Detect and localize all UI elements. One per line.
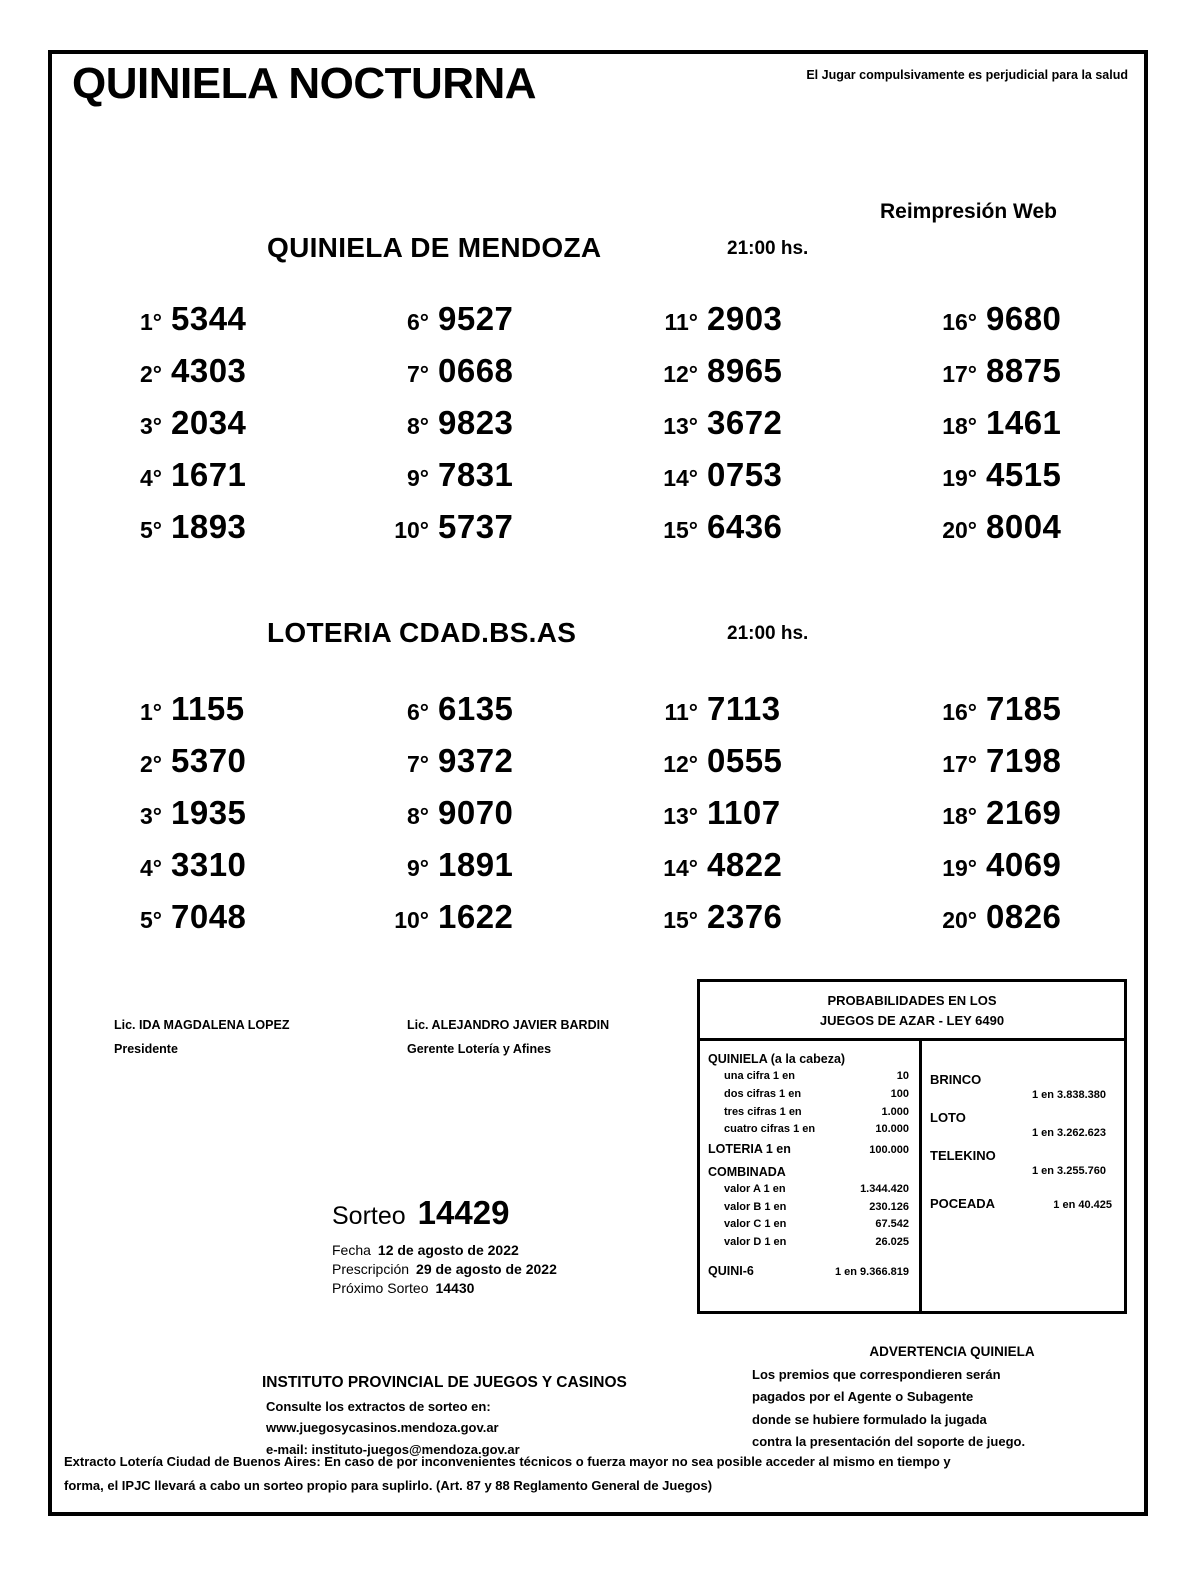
signature-president bbox=[114, 1014, 289, 1062]
result-position: 5° bbox=[140, 907, 162, 933]
result-number: 1155 bbox=[171, 690, 245, 727]
result-position: 6° bbox=[407, 699, 429, 725]
footer-line-2: forma, el IPJC llevará a cabo un sorteo propio para suplirlo. (Art. 87 y 88 Reglamento General de Juegos) bbox=[64, 1478, 713, 1494]
page-title: QUINIELA NOCTURNA bbox=[72, 59, 537, 108]
footer-line-1: Extracto Lotería Ciudad de Buenos Aires: En caso de por inconvenientes técnicos o fuerza mayor no sea posible acceder al mismo en tiempo y bbox=[64, 1454, 951, 1469]
result-position: 7° bbox=[407, 751, 429, 777]
gambling-warning-text: El Jugar compulsivamente es perjudicial para la salud bbox=[806, 68, 1128, 82]
result-row bbox=[325, 794, 598, 846]
probability-row bbox=[708, 1086, 913, 1104]
probability-label: valor A 1 en bbox=[724, 1182, 786, 1195]
result-position: 6° bbox=[407, 309, 429, 335]
result-number: 1671 bbox=[171, 456, 247, 493]
result-number: 2034 bbox=[171, 404, 247, 441]
probability-value: 230.126 bbox=[869, 1200, 909, 1213]
result-row bbox=[598, 300, 871, 352]
sorteo-info bbox=[332, 1194, 557, 1299]
instituto-block bbox=[262, 1374, 627, 1460]
result-position: 19° bbox=[942, 855, 977, 881]
probability-row bbox=[708, 1199, 913, 1217]
sorteo-label: Sorteo bbox=[332, 1202, 406, 1230]
result-row bbox=[871, 690, 1144, 742]
advertencia-line: contra la presentación del soporte de juego. bbox=[752, 1434, 1026, 1450]
sorteo-prescripcion-label: Prescripción bbox=[332, 1261, 410, 1277]
result-position: 10° bbox=[394, 907, 429, 933]
instituto-title: INSTITUTO PROVINCIAL DE JUEGOS Y CASINOS bbox=[262, 1374, 627, 1391]
loteria-probability-row bbox=[708, 1139, 913, 1160]
game-name: TELEKINO bbox=[930, 1148, 996, 1164]
probability-value: 1.344.420 bbox=[860, 1182, 909, 1195]
result-number: 1891 bbox=[438, 846, 514, 883]
result-number: 9680 bbox=[986, 300, 1062, 337]
probability-row bbox=[708, 1068, 913, 1086]
signature-manager bbox=[407, 1014, 609, 1062]
result-row bbox=[598, 846, 871, 898]
probability-row bbox=[708, 1104, 913, 1122]
quiniela-group-label: QUINIELA (a la cabeza) bbox=[708, 1052, 846, 1066]
result-position: 4° bbox=[140, 465, 162, 491]
probability-value: 10 bbox=[896, 1070, 909, 1082]
footer-disclaimer bbox=[64, 1450, 1132, 1498]
signature-role: Gerente Lotería y Afines bbox=[407, 1041, 552, 1056]
result-position: 12° bbox=[663, 361, 698, 387]
result-number: 7113 bbox=[707, 690, 781, 727]
section-title-bsas: LOTERIA CDAD.BS.AS bbox=[267, 617, 577, 648]
result-row bbox=[52, 352, 325, 404]
probability-value: 10.000 bbox=[875, 1123, 909, 1136]
game-probability-brinco bbox=[930, 1073, 1116, 1102]
result-number: 1893 bbox=[171, 508, 247, 545]
result-row bbox=[871, 352, 1144, 404]
result-row bbox=[871, 846, 1144, 898]
game-odds: 1 en 3.255.760 bbox=[1031, 1165, 1106, 1178]
result-number: 6436 bbox=[707, 508, 783, 545]
result-position: 2° bbox=[140, 361, 162, 387]
result-number: 5737 bbox=[438, 508, 514, 545]
result-number: 8004 bbox=[986, 508, 1062, 545]
result-number: 9823 bbox=[438, 404, 514, 441]
result-number: 4822 bbox=[707, 846, 783, 883]
result-position: 3° bbox=[140, 413, 162, 439]
result-position: 20° bbox=[942, 907, 977, 933]
instituto-line: Consulte los extractos de sorteo en: bbox=[266, 1399, 491, 1414]
advertencia-line: Los premios que correspondieren serán bbox=[752, 1367, 1001, 1382]
result-row bbox=[871, 508, 1144, 560]
game-name: BRINCO bbox=[930, 1072, 982, 1087]
result-position: 15° bbox=[663, 907, 698, 933]
result-row bbox=[598, 690, 871, 742]
probabilities-left-column bbox=[700, 1041, 922, 1311]
probability-row bbox=[708, 1181, 913, 1199]
result-number: 7185 bbox=[986, 690, 1062, 727]
probability-value: 100 bbox=[890, 1087, 909, 1100]
result-row bbox=[871, 742, 1144, 794]
result-position: 16° bbox=[942, 699, 977, 725]
sorteo-heading bbox=[332, 1194, 557, 1232]
result-number: 3672 bbox=[707, 404, 783, 441]
quini6-value: 1 en 9.366.819 bbox=[834, 1266, 909, 1279]
result-row bbox=[325, 846, 598, 898]
signature-role: Presidente bbox=[114, 1041, 178, 1056]
results-grid-bsas bbox=[52, 690, 1144, 950]
section-header-bsas bbox=[52, 617, 1144, 663]
result-position: 14° bbox=[663, 465, 698, 491]
result-row bbox=[52, 742, 325, 794]
result-number: 5370 bbox=[171, 742, 247, 779]
result-number: 2903 bbox=[707, 300, 783, 337]
result-row bbox=[871, 456, 1144, 508]
results-column bbox=[598, 690, 871, 950]
probability-row bbox=[708, 1121, 913, 1139]
result-number: 0826 bbox=[986, 898, 1062, 935]
results-column bbox=[52, 300, 325, 560]
result-row bbox=[52, 898, 325, 950]
game-name: LOTO bbox=[930, 1110, 966, 1126]
result-row bbox=[871, 404, 1144, 456]
result-position: 14° bbox=[663, 855, 698, 881]
probability-row bbox=[708, 1234, 913, 1252]
probability-value: 67.542 bbox=[875, 1218, 909, 1231]
result-position: 20° bbox=[942, 517, 977, 543]
result-row bbox=[52, 404, 325, 456]
result-position: 11° bbox=[664, 699, 698, 725]
probabilities-title-line2: JUEGOS DE AZAR - LEY 6490 bbox=[819, 1012, 1005, 1028]
result-position: 10° bbox=[394, 517, 429, 543]
result-number: 0753 bbox=[707, 456, 783, 493]
result-number: 1935 bbox=[171, 794, 247, 831]
probability-label: cuatro cifras 1 en bbox=[724, 1123, 816, 1136]
result-position: 9° bbox=[407, 465, 429, 491]
result-number: 1107 bbox=[707, 794, 781, 831]
result-number: 2169 bbox=[986, 794, 1062, 831]
result-position: 4° bbox=[140, 855, 162, 881]
probability-label: valor D 1 en bbox=[724, 1236, 787, 1249]
section-time-bsas: 21:00 hs. bbox=[727, 623, 809, 644]
reprint-badge: Reimpresión Web bbox=[880, 200, 1057, 223]
results-column bbox=[871, 690, 1144, 950]
result-position: 9° bbox=[407, 855, 429, 881]
results-column bbox=[52, 690, 325, 950]
probability-label: dos cifras 1 en bbox=[724, 1087, 802, 1100]
result-position: 1° bbox=[140, 699, 162, 725]
result-row bbox=[325, 742, 598, 794]
results-column bbox=[871, 300, 1144, 560]
result-position: 2° bbox=[140, 751, 162, 777]
probabilities-right-column bbox=[922, 1041, 1124, 1311]
result-number: 5344 bbox=[171, 300, 247, 337]
result-position: 18° bbox=[942, 803, 977, 829]
loteria-label: LOTERIA 1 en bbox=[708, 1142, 791, 1157]
result-row bbox=[871, 300, 1144, 352]
sorteo-number: 14429 bbox=[417, 1194, 510, 1231]
advertencia-title: ADVERTENCIA QUINIELA bbox=[869, 1344, 1035, 1359]
result-row bbox=[52, 300, 325, 352]
result-number: 9372 bbox=[438, 742, 514, 779]
signature-name: Lic. IDA MAGDALENA LOPEZ bbox=[114, 1018, 290, 1032]
result-row bbox=[598, 794, 871, 846]
probabilities-title-line1: PROBABILIDADES EN LOS bbox=[827, 993, 997, 1008]
sorteo-prescripcion-value: 29 de agosto de 2022 bbox=[416, 1261, 557, 1277]
results-column bbox=[325, 300, 598, 560]
quini6-label: QUINI-6 bbox=[708, 1264, 754, 1279]
result-position: 5° bbox=[140, 517, 162, 543]
result-number: 7831 bbox=[438, 456, 514, 493]
result-row bbox=[598, 404, 871, 456]
results-column bbox=[598, 300, 871, 560]
result-row bbox=[325, 898, 598, 950]
sorteo-proximo-label: Próximo Sorteo bbox=[332, 1280, 429, 1296]
probability-value: 1.000 bbox=[881, 1105, 909, 1118]
probabilities-body bbox=[700, 1041, 1124, 1311]
result-row bbox=[871, 898, 1144, 950]
result-number: 7048 bbox=[171, 898, 247, 935]
section-header-mendoza bbox=[52, 200, 1144, 278]
combinada-group-label: COMBINADA bbox=[708, 1164, 786, 1179]
probability-row bbox=[708, 1216, 913, 1234]
probability-label: tres cifras 1 en bbox=[724, 1105, 802, 1118]
section-title-mendoza: QUINIELA DE MENDOZA bbox=[267, 232, 602, 263]
result-number: 4069 bbox=[986, 846, 1062, 883]
probability-label: valor B 1 en bbox=[724, 1200, 787, 1213]
section-time-mendoza: 21:00 hs. bbox=[727, 238, 809, 259]
result-position: 16° bbox=[942, 309, 977, 335]
probabilities-box bbox=[697, 979, 1127, 1314]
result-position: 15° bbox=[663, 517, 698, 543]
result-row bbox=[598, 456, 871, 508]
game-odds: 1 en 3.262.623 bbox=[1031, 1127, 1106, 1140]
sorteo-proximo-row bbox=[332, 1280, 557, 1296]
instituto-email[interactable]: e-mail: instituto-juegos@mendoza.gov.ar bbox=[266, 1441, 520, 1457]
quini6-probability-row bbox=[708, 1261, 913, 1282]
result-position: 17° bbox=[942, 751, 977, 777]
result-number: 1622 bbox=[438, 898, 514, 935]
result-row bbox=[52, 690, 325, 742]
result-position: 7° bbox=[407, 361, 429, 387]
sorteo-proximo-value: 14430 bbox=[435, 1280, 475, 1296]
result-row bbox=[325, 508, 598, 560]
probabilities-header bbox=[700, 982, 1124, 1041]
results-column bbox=[325, 690, 598, 950]
result-position: 12° bbox=[663, 751, 698, 777]
result-row bbox=[325, 300, 598, 352]
probability-label: una cifra 1 en bbox=[724, 1070, 795, 1082]
result-number: 1461 bbox=[986, 404, 1062, 441]
result-position: 17° bbox=[942, 361, 977, 387]
result-position: 8° bbox=[407, 413, 429, 439]
result-row bbox=[325, 690, 598, 742]
advertencia-block bbox=[752, 1344, 1152, 1453]
advertencia-line: pagados por el Agente o Subagente bbox=[752, 1389, 974, 1405]
result-row bbox=[325, 404, 598, 456]
game-odds: 1 en 40.425 bbox=[1053, 1198, 1112, 1211]
result-row bbox=[325, 352, 598, 404]
instituto-website[interactable]: www.juegosycasinos.mendoza.gov.ar bbox=[266, 1420, 499, 1436]
sorteo-fecha-row bbox=[332, 1242, 557, 1258]
game-name: POCEADA bbox=[930, 1195, 996, 1211]
result-row bbox=[52, 508, 325, 560]
result-row bbox=[52, 456, 325, 508]
game-probability-poceada bbox=[930, 1197, 1116, 1212]
loteria-value: 100.000 bbox=[869, 1144, 909, 1157]
game-probability-loto bbox=[930, 1111, 1116, 1140]
result-row bbox=[52, 794, 325, 846]
signature-name: Lic. ALEJANDRO JAVIER BARDIN bbox=[407, 1018, 610, 1032]
result-position: 19° bbox=[942, 465, 977, 491]
probability-label: valor C 1 en bbox=[724, 1218, 787, 1231]
result-row bbox=[325, 456, 598, 508]
result-position: 11° bbox=[664, 309, 698, 335]
probability-value: 26.025 bbox=[875, 1236, 909, 1249]
result-number: 7198 bbox=[986, 742, 1062, 779]
result-row bbox=[598, 508, 871, 560]
result-number: 9070 bbox=[438, 794, 514, 831]
result-position: 8° bbox=[407, 803, 429, 829]
game-probability-telekino bbox=[930, 1149, 1116, 1178]
result-number: 6135 bbox=[438, 690, 514, 727]
result-row bbox=[598, 742, 871, 794]
result-number: 0555 bbox=[707, 742, 783, 779]
results-grid-mendoza bbox=[52, 300, 1144, 560]
result-position: 13° bbox=[663, 413, 698, 439]
result-number: 4515 bbox=[986, 456, 1062, 493]
result-number: 2376 bbox=[707, 898, 783, 935]
result-number: 8965 bbox=[707, 352, 783, 389]
result-row bbox=[52, 846, 325, 898]
result-number: 0668 bbox=[438, 352, 514, 389]
result-number: 8875 bbox=[986, 352, 1062, 389]
advertencia-line: donde se hubiere formulado la jugada bbox=[752, 1411, 987, 1427]
result-number: 4303 bbox=[171, 352, 247, 389]
sorteo-fecha-value: 12 de agosto de 2022 bbox=[377, 1242, 519, 1258]
result-row bbox=[871, 794, 1144, 846]
result-row bbox=[598, 352, 871, 404]
result-number: 9527 bbox=[438, 300, 514, 337]
result-number: 3310 bbox=[171, 846, 247, 883]
result-position: 18° bbox=[942, 413, 977, 439]
sorteo-fecha-label: Fecha bbox=[332, 1242, 371, 1258]
sorteo-prescripcion-row bbox=[332, 1261, 557, 1277]
extract-sheet bbox=[48, 50, 1148, 1516]
result-row bbox=[598, 898, 871, 950]
result-position: 3° bbox=[140, 803, 162, 829]
result-position: 13° bbox=[663, 803, 698, 829]
result-position: 1° bbox=[140, 309, 162, 335]
game-odds: 1 en 3.838.380 bbox=[1031, 1088, 1106, 1101]
